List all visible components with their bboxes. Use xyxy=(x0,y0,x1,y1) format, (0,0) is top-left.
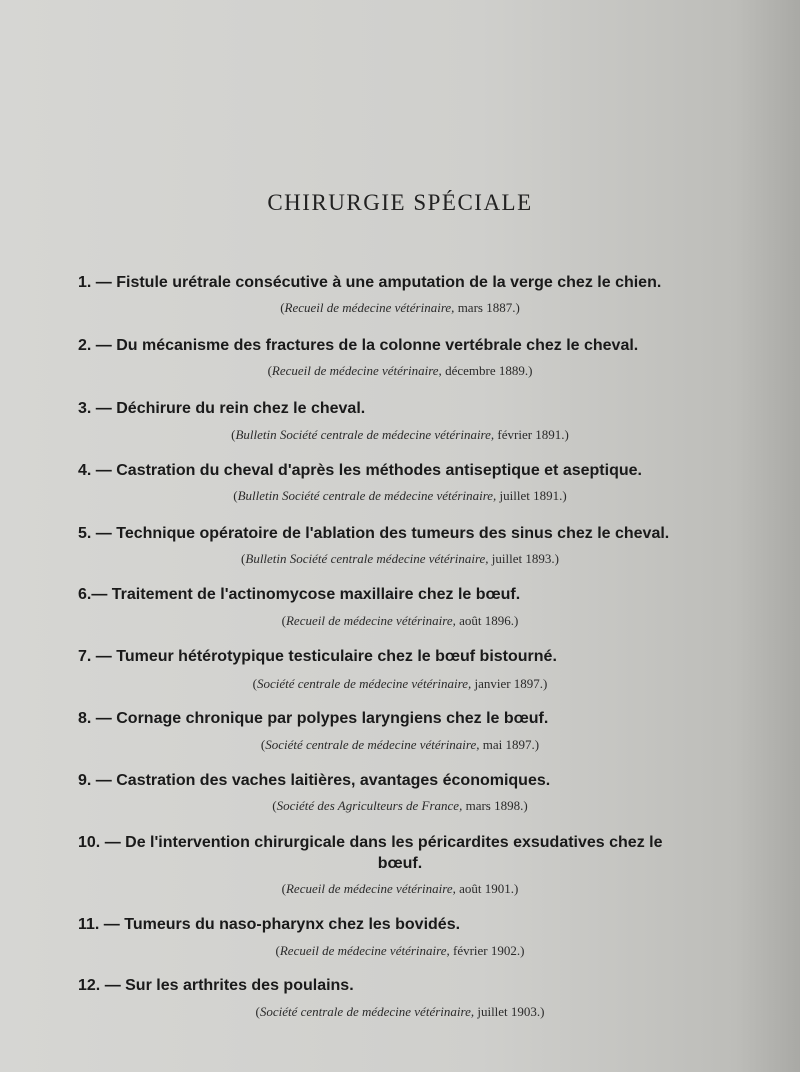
page-title: CHIRURGIE SPÉCIALE xyxy=(267,190,533,215)
entry-heading-8: 8. — Cornage chronique par polypes laryngiens chez le bœuf. xyxy=(78,710,549,727)
entry-source-10: (Recueil de médecine vétérinaire, août 1901.) xyxy=(281,881,519,896)
entry-source-3: (Bulletin Société centrale de médecine vétérinaire, février 1891.) xyxy=(231,427,569,442)
entry-source-6: (Recueil de médecine vétérinaire, août 1896.) xyxy=(281,613,519,628)
entry-heading-10: 10. — De l'intervention chirurgicale dans les péricardites exsudatives chez le xyxy=(78,834,663,851)
entry-heading-3: 3. — Déchirure du rein chez le cheval. xyxy=(78,400,366,417)
entry-heading-5: 5. — Technique opératoire de l'ablation des tumeurs des sinus chez le cheval. xyxy=(78,525,670,542)
entry-source-9: (Société des Agriculteurs de France, mars 1898.) xyxy=(272,798,528,813)
entry-heading-10-continuation: bœuf. xyxy=(377,855,423,872)
entry-heading-4: 4. — Castration du cheval d'après les méthodes antiseptique et aseptique. xyxy=(78,462,642,479)
entry-source-11: (Recueil de médecine vétérinaire, février 1902.) xyxy=(275,943,525,958)
entry-heading-1: 1. — Fistule urétrale consécutive à une amputation de la verge chez le chien. xyxy=(78,274,662,291)
entry-source-8: (Société centrale de médecine vétérinaire, mai 1897.) xyxy=(260,737,540,752)
entry-source-1: (Recueil de médecine vétérinaire, mars 1887.) xyxy=(280,300,520,315)
entry-heading-11: 11. — Tumeurs du naso-pharynx chez les bovidés. xyxy=(78,916,461,933)
entry-source-7: (Société centrale de médecine vétérinaire, janvier 1897.) xyxy=(252,676,548,691)
entry-heading-2: 2. — Du mécanisme des fractures de la colonne vertébrale chez le cheval. xyxy=(78,337,639,354)
entry-heading-9: 9. — Castration des vaches laitières, avantages économiques. xyxy=(78,772,551,789)
entry-source-4: (Bulletin Société centrale de médecine vétérinaire, juillet 1891.) xyxy=(233,488,567,503)
entry-heading-7: 7. — Tumeur hétérotypique testiculaire chez le bœuf bistourné. xyxy=(78,648,557,665)
entry-source-2: (Recueil de médecine vétérinaire, décembre 1889.) xyxy=(267,363,533,378)
entry-heading-6: 6.— Traitement de l'actinomycose maxillaire chez le bœuf. xyxy=(78,586,521,603)
entry-source-5: (Bulletin Société centrale médecine vétérinaire, juillet 1893.) xyxy=(241,551,559,566)
entry-heading-12: 12. — Sur les arthrites des poulains. xyxy=(78,977,354,994)
entry-source-12: (Société centrale de médecine vétérinaire, juillet 1903.) xyxy=(255,1004,545,1019)
